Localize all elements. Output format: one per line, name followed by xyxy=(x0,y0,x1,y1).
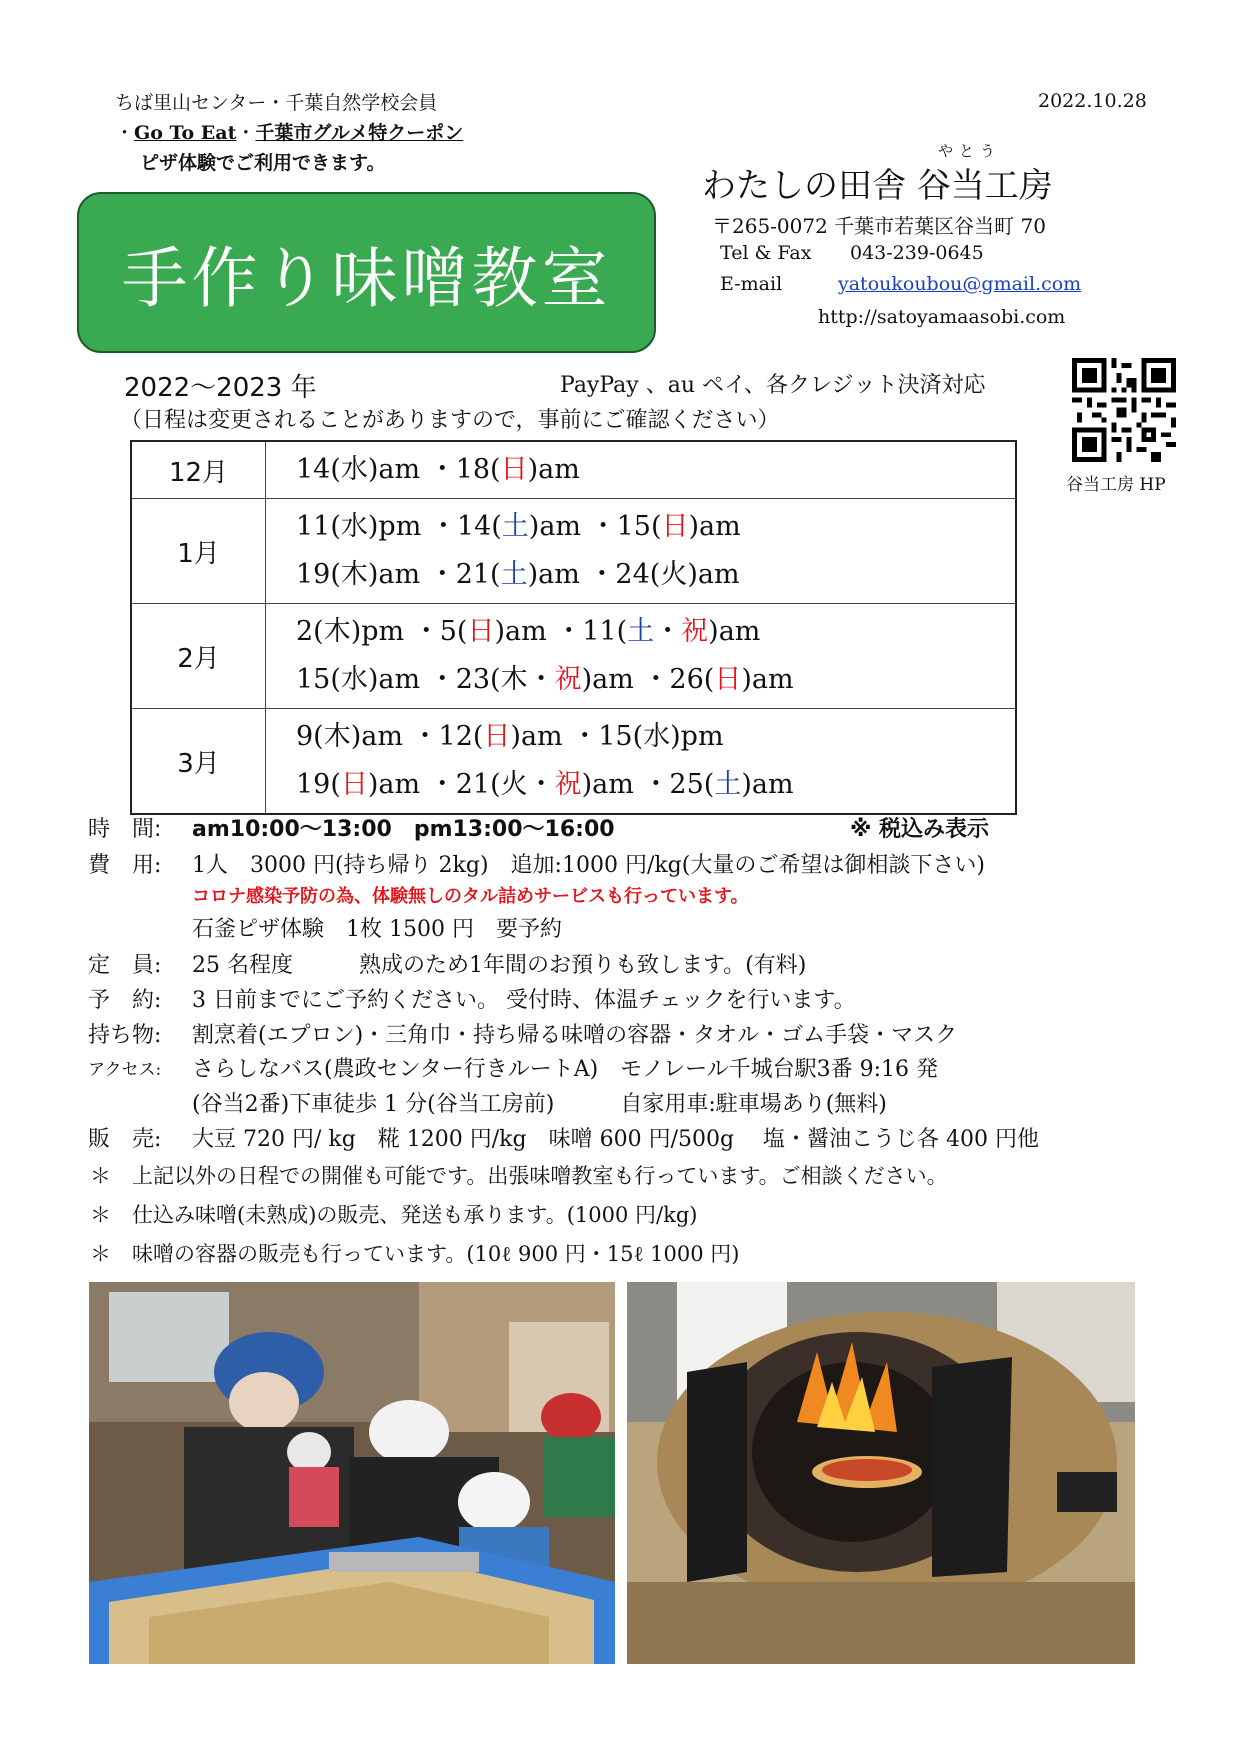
time-value: am10:00〜13:00 pm13:00〜16:00 xyxy=(192,817,615,842)
access-value-2: (谷当2番)下車徒歩 1 分(谷当工房前) 自家用車:駐車場あり(無料) xyxy=(192,1092,887,1117)
note-unripe-miso: ＊ 仕込み味噌(未熟成)の販売、発送も承ります。(1000 円/kg) xyxy=(90,1203,698,1227)
document-date: 2022.10.28 xyxy=(1038,90,1147,112)
date-text: )am xyxy=(741,664,794,695)
month-cell: 1月 xyxy=(132,499,266,603)
date-line xyxy=(296,656,1015,704)
fee-value: 1人 3000 円(持ち帰り 2kg) 追加:1000 円/kg(大量のご希望は御相談下さい) xyxy=(192,853,985,878)
dates-cell xyxy=(266,442,1015,498)
org-address: 〒265-0072 千葉市若葉区谷当町 70 xyxy=(712,214,1046,238)
sunday-mark: 日 xyxy=(661,511,689,542)
month-cell: 3月 xyxy=(132,709,266,813)
reserve-label: 予 約: xyxy=(88,988,162,1013)
sale-label: 販 売: xyxy=(88,1127,162,1152)
date-text: 2(木)pm ・5( xyxy=(296,616,468,647)
sunday-mark: 日 xyxy=(500,454,528,485)
date-text: )am xyxy=(527,454,580,485)
holiday-mark: 祝 xyxy=(554,769,582,800)
tel-label: Tel & Fax xyxy=(720,242,812,264)
date-text: )am ・26( xyxy=(581,664,715,695)
title-banner xyxy=(77,192,656,353)
saturday-mark: 土 xyxy=(501,511,529,542)
holiday-mark: 祝 xyxy=(554,664,582,695)
goto-eat-label: Go To Eat xyxy=(134,122,237,144)
pizza-coupon-note: ピザ体験でご利用できます。 xyxy=(140,152,386,174)
schedule-table xyxy=(130,440,1017,815)
time-label: 時 間: xyxy=(88,817,162,842)
tax-note: ※ 税込み表示 xyxy=(850,817,990,842)
pizza-note: 石釜ピザ体験 1枚 1500 円 要予約 xyxy=(192,917,562,942)
fee-label: 費 用: xyxy=(88,853,162,878)
coupon-note-separator: ・ xyxy=(236,122,256,144)
website-url[interactable]: http://satoyamaasobi.com xyxy=(818,306,1066,328)
date-text: 9(木)am ・12( xyxy=(296,721,484,752)
pizza-oven-photo xyxy=(627,1282,1135,1664)
payment-note: PayPay 、au ペイ、各クレジット決済対応 xyxy=(560,373,986,398)
coupon-note-prefix: ・ xyxy=(115,122,135,144)
sunday-mark: 日 xyxy=(467,616,495,647)
saturday-mark: 土 xyxy=(627,616,655,647)
date-text: 14(水)am ・18( xyxy=(296,454,501,485)
bring-label: 持ち物: xyxy=(88,1023,162,1048)
date-text: 15(水)am ・23(木・ xyxy=(296,664,555,695)
schedule-row-january xyxy=(132,498,1015,603)
date-text: )am xyxy=(708,616,761,647)
sunday-mark: 日 xyxy=(340,769,368,800)
dates-cell xyxy=(266,709,1015,813)
coupon-note xyxy=(115,118,463,145)
page-title: 手作り味噌教室 xyxy=(121,240,612,317)
date-text: 11(水)pm ・14( xyxy=(296,511,502,542)
member-note: ちば里山センター・千葉自然学校会員 xyxy=(115,92,438,114)
note-container-sale: ＊ 味噌の容器の販売も行っています。(10ℓ 900 円・15ℓ 1000 円) xyxy=(90,1242,740,1266)
month-cell: 12月 xyxy=(132,442,266,498)
date-text: )am xyxy=(688,511,741,542)
email-label: E-mail xyxy=(720,273,783,295)
sunday-mark: 日 xyxy=(714,664,742,695)
email-link[interactable]: yatoukoubou@gmail.com xyxy=(838,273,1082,295)
saturday-mark: 土 xyxy=(500,559,528,590)
date-text: )am ・11( xyxy=(494,616,628,647)
date-text: )am xyxy=(741,769,794,800)
dates-cell xyxy=(266,604,1015,708)
date-text: )am ・24(火)am xyxy=(527,559,740,590)
bring-value: 割烹着(エプロン)・三角巾・持ち帰る味噌の容器・タオル・ゴム手袋・マスク xyxy=(192,1023,958,1048)
sunday-mark: 日 xyxy=(483,721,511,752)
miso-class-photo xyxy=(89,1282,615,1664)
qr-caption: 谷当工房 HP xyxy=(1066,475,1166,495)
month-cell: 2月 xyxy=(132,604,266,708)
date-line xyxy=(296,761,1015,809)
date-line xyxy=(296,503,1015,551)
saturday-mark: 土 xyxy=(714,769,742,800)
capacity-label: 定 員: xyxy=(88,953,162,978)
qr-code xyxy=(1072,358,1176,462)
tel-number: 043-239-0645 xyxy=(850,242,984,264)
corona-note: コロナ感染予防の為、体験無しのタル詰めサービスも行っています。 xyxy=(192,886,749,907)
date-line xyxy=(296,608,1015,656)
date-text: )am ・21(火・ xyxy=(367,769,555,800)
date-text: 19(木)am ・21( xyxy=(296,559,501,590)
schedule-row-february xyxy=(132,603,1015,708)
capacity-value: 25 名程度 熟成のため1年間のお預りも致します。(有料) xyxy=(192,953,807,978)
sale-value: 大豆 720 円/ kg 糀 1200 円/kg 味噌 600 円/500g 塩・醤油こうじ各 400 円他 xyxy=(192,1127,1040,1152)
date-text: ・ xyxy=(654,616,682,647)
reserve-value: 3 日前までにご予約ください。 受付時、体温チェックを行います。 xyxy=(192,988,856,1013)
date-line xyxy=(296,551,1015,599)
date-line xyxy=(296,713,1015,761)
org-name: わたしの田舎 谷当工房 xyxy=(702,166,1053,206)
dates-cell xyxy=(266,499,1015,603)
schedule-change-note: （日程は変更されることがありますので，事前にご確認ください） xyxy=(120,408,780,433)
org-name-ruby: やとう xyxy=(938,142,1002,160)
date-text: )am ・25( xyxy=(581,769,715,800)
access-value-1: さらしなバス(農政センター行きルートA) モノレール千城台駅3番 9:16 発 xyxy=(192,1057,939,1082)
date-line xyxy=(296,446,1015,494)
access-label: アクセス: xyxy=(88,1060,162,1080)
date-text: )am ・15(水)pm xyxy=(510,721,724,752)
year-label: 2022〜2023 年 xyxy=(124,373,317,403)
gourmet-coupon-label: 千葉市グルメ特クーポン xyxy=(255,122,464,144)
note-other-dates: ＊ 上記以外の日程での開催も可能です。出張味噌教室も行っています。ご相談ください。 xyxy=(90,1164,948,1188)
schedule-row-march xyxy=(132,708,1015,813)
schedule-row-december xyxy=(132,442,1015,498)
date-text: )am ・15( xyxy=(528,511,662,542)
date-text: 19( xyxy=(296,769,341,800)
holiday-mark: 祝 xyxy=(681,616,709,647)
